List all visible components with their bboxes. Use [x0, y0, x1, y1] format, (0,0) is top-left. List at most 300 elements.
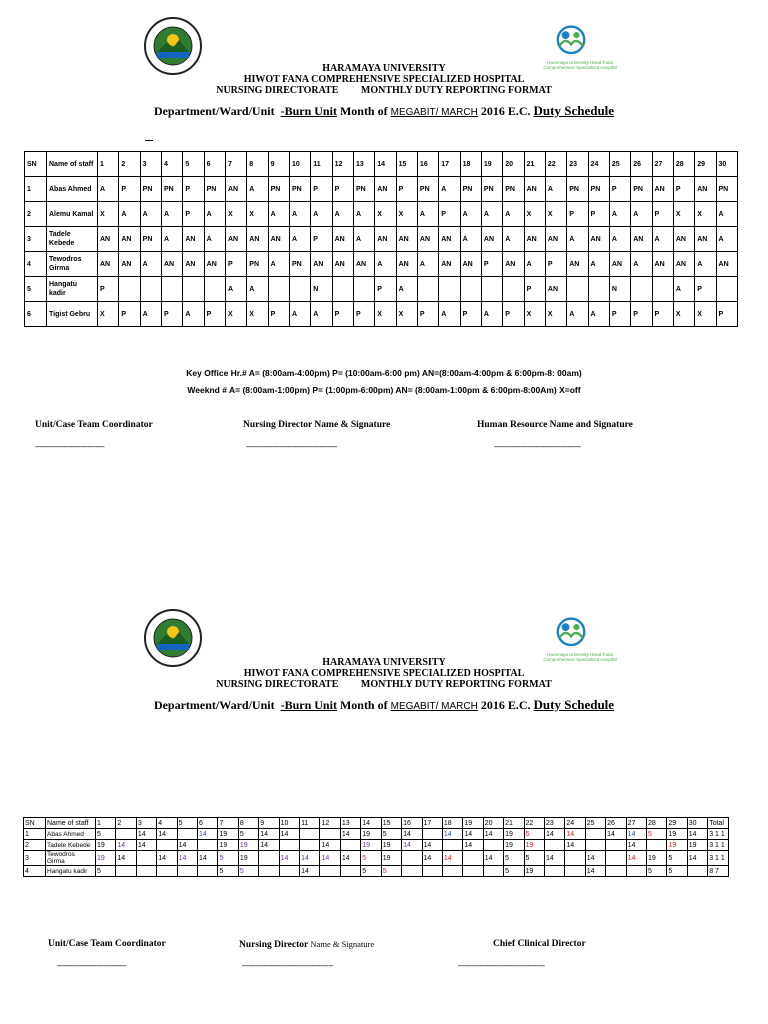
day-header: 6	[198, 818, 218, 829]
shift-cell: A	[439, 177, 460, 202]
table-header-row	[24, 818, 729, 829]
hours-cell	[279, 866, 299, 877]
shift-cell: A	[268, 202, 289, 227]
day-header: 10	[289, 152, 310, 177]
hours-cell: 14	[279, 829, 299, 840]
hours-cell	[483, 840, 503, 851]
hospital-logo-caption: Haramaya University Hiwot Fana Comprehensive Specialized Hospital	[543, 60, 617, 70]
hours-cell: 14	[320, 851, 340, 866]
hours-cell: 19	[218, 840, 238, 851]
shift-cell: P	[396, 177, 417, 202]
hours-cell: 14	[422, 851, 442, 866]
sn-header: SN	[24, 818, 46, 829]
shift-cell: A	[375, 252, 396, 277]
shift-cell: A	[524, 252, 545, 277]
shift-cell: A	[567, 302, 588, 327]
shift-cell: A	[247, 177, 268, 202]
shift-cell: A	[503, 202, 524, 227]
document-header	[0, 657, 768, 690]
shift-cell: A	[567, 227, 588, 252]
day-header: 15	[396, 152, 417, 177]
directorate: NURSING DIRECTORATE	[216, 679, 339, 690]
hours-cell: 19	[238, 840, 258, 851]
hours-cell: 14	[422, 840, 442, 851]
shift-cell: A	[545, 177, 566, 202]
hours-cell: 14	[340, 851, 360, 866]
shift-cell: AN	[247, 227, 268, 252]
hours-cell: 5	[646, 866, 666, 877]
shift-cell: AN	[652, 177, 673, 202]
shift-cell: A	[204, 227, 225, 252]
shift-cell: P	[460, 302, 481, 327]
day-header: 15	[381, 818, 401, 829]
hours-cell	[177, 866, 197, 877]
shift-cell: P	[332, 302, 353, 327]
hours-cell: 14	[442, 829, 462, 840]
shift-cell: PN	[204, 177, 225, 202]
day-header: 7	[218, 818, 238, 829]
shift-cell: AN	[503, 252, 524, 277]
hours-cell: 14	[463, 840, 483, 851]
shift-cell: P	[524, 277, 545, 302]
day-header: 17	[422, 818, 442, 829]
shift-cell: PN	[460, 177, 481, 202]
format-title: MONTHLY DUTY REPORTING FORMAT	[360, 85, 552, 96]
hours-cell: 14	[116, 840, 136, 851]
shift-cell: AN	[673, 227, 694, 252]
day-header: 20	[503, 152, 524, 177]
staff-name: Tewodros Girma	[46, 851, 96, 866]
shift-cell: P	[183, 177, 204, 202]
shift-cell: X	[375, 302, 396, 327]
hours-cell	[565, 851, 585, 866]
shift-cell: A	[588, 252, 609, 277]
day-header: 6	[204, 152, 225, 177]
shift-cell: A	[353, 227, 374, 252]
day-header: 30	[687, 818, 707, 829]
shift-cell: A	[161, 202, 182, 227]
day-header: 20	[483, 818, 503, 829]
hours-cell	[340, 840, 360, 851]
day-header: 23	[567, 152, 588, 177]
hours-cell	[136, 866, 156, 877]
day-header: 13	[353, 152, 374, 177]
hours-cell: 14	[116, 851, 136, 866]
shift-cell: P	[204, 302, 225, 327]
shift-cell: A	[311, 302, 332, 327]
shift-cell: A	[588, 302, 609, 327]
hours-cell	[544, 866, 564, 877]
shift-cell: AN	[119, 227, 140, 252]
shift-cell: AN	[332, 227, 353, 252]
hours-cell	[198, 866, 218, 877]
shift-cell	[332, 277, 353, 302]
hours-cell: 19	[524, 840, 544, 851]
hours-cell: 14	[300, 851, 320, 866]
shift-cell: AN	[524, 227, 545, 252]
shift-cell: AN	[204, 252, 225, 277]
day-header: 5	[183, 152, 204, 177]
shift-cell: P	[588, 202, 609, 227]
staff-name: Hangatu kadir	[47, 277, 98, 302]
day-header: 9	[259, 818, 279, 829]
hospital-name: HIWOT FANA COMPREHENSIVE SPECIALIZED HOSPITAL	[243, 668, 525, 679]
name-header: Name of staff	[46, 818, 96, 829]
shift-cell	[353, 277, 374, 302]
shift-cell: AN	[545, 227, 566, 252]
shift-cell: X	[247, 302, 268, 327]
shift-cell: A	[417, 202, 438, 227]
hours-cell	[259, 866, 279, 877]
total-cell: 3 1 1	[708, 829, 729, 840]
shift-cell: A	[439, 302, 460, 327]
hours-cell	[402, 851, 422, 866]
shift-cell: X	[225, 302, 246, 327]
day-header: 11	[311, 152, 332, 177]
shift-cell	[417, 277, 438, 302]
hours-cell	[177, 829, 197, 840]
shift-cell: A	[353, 202, 374, 227]
shift-cell: AN	[396, 252, 417, 277]
shift-cell: A	[673, 277, 694, 302]
hours-cell: 14	[626, 840, 646, 851]
shift-cell: PN	[481, 177, 502, 202]
day-header: 21	[504, 818, 524, 829]
shift-cell: AN	[524, 177, 545, 202]
hours-cell: 14	[136, 829, 156, 840]
shift-cell: A	[609, 227, 630, 252]
shift-cell: AN	[396, 227, 417, 252]
shift-cell: AN	[353, 252, 374, 277]
shift-cell: AN	[439, 227, 460, 252]
shift-cell: A	[225, 277, 246, 302]
shift-cell: AN	[609, 252, 630, 277]
hours-cell: 19	[504, 829, 524, 840]
shift-cell: A	[289, 227, 310, 252]
hours-cell	[402, 866, 422, 877]
hours-cell: 5	[504, 851, 524, 866]
hours-cell: 5	[96, 829, 116, 840]
hours-cell: 14	[259, 829, 279, 840]
hours-cell: 5	[361, 866, 381, 877]
hours-cell	[442, 840, 462, 851]
total-cell: 3 1 1	[708, 840, 729, 851]
shift-cell: AN	[695, 227, 716, 252]
table-row	[24, 840, 729, 851]
shift-cell: A	[695, 252, 716, 277]
day-header: 3	[136, 818, 156, 829]
hours-cell	[463, 866, 483, 877]
staff-name: Tigist Gebru	[47, 302, 98, 327]
department-line: Department/Ward/Unit -Burn Unit Month of MEGABIT/ MARCH 2016 E.C. Duty Schedule	[153, 103, 615, 118]
hours-cell	[300, 840, 320, 851]
shift-cell: AN	[225, 177, 246, 202]
hours-cell	[422, 866, 442, 877]
hours-cell: 14	[300, 866, 320, 877]
shift-cell: X	[225, 202, 246, 227]
shift-cell: PN	[716, 177, 737, 202]
shift-cell: A	[481, 202, 502, 227]
day-header: 7	[225, 152, 246, 177]
shift-cell	[652, 277, 673, 302]
coordinator-signature-label: Unit/Case Team Coordinator	[48, 939, 166, 949]
staff-name: Hangatu kadir	[46, 866, 96, 877]
directorate: NURSING DIRECTORATE	[216, 85, 339, 96]
shift-cell: AN	[375, 227, 396, 252]
row-sn: 2	[25, 202, 47, 227]
day-header: 27	[652, 152, 673, 177]
hours-cell: 19	[524, 866, 544, 877]
day-header: 24	[565, 818, 585, 829]
shift-cell: X	[247, 202, 268, 227]
shift-cell	[183, 277, 204, 302]
table-row	[25, 227, 738, 252]
hours-cell: 5	[238, 829, 258, 840]
divider	[145, 140, 153, 141]
shift-cell: A	[119, 202, 140, 227]
format-title: MONTHLY DUTY REPORTING FORMAT	[360, 679, 552, 690]
shift-cell: P	[481, 252, 502, 277]
hours-cell: 14	[585, 851, 605, 866]
chief-clinical-director-signature-label: Chief Clinical Director	[493, 939, 586, 949]
hospital-name: HIWOT FANA COMPREHENSIVE SPECIALIZED HOSPITAL	[243, 74, 525, 85]
signature-line: ----------------------------------------	[458, 961, 545, 970]
hours-cell	[320, 829, 340, 840]
shift-cell	[268, 277, 289, 302]
hours-cell: 5	[504, 866, 524, 877]
hours-cell: 14	[687, 829, 707, 840]
row-sn: 6	[25, 302, 47, 327]
shift-cell: A	[268, 252, 289, 277]
hours-cell	[422, 829, 442, 840]
shift-cell: AN	[631, 227, 652, 252]
shift-cell: P	[609, 177, 630, 202]
university-name: HARAMAYA UNIVERSITY	[322, 657, 446, 668]
hours-cell: 14	[626, 829, 646, 840]
shift-cell: A	[631, 252, 652, 277]
shift-cell: PN	[140, 177, 161, 202]
day-header: 1	[98, 152, 119, 177]
day-header: 1	[96, 818, 116, 829]
shift-cell: AN	[695, 177, 716, 202]
hours-cell: 19	[381, 840, 401, 851]
hours-cell: 19	[667, 840, 687, 851]
shift-cell: AN	[588, 227, 609, 252]
shift-cell: X	[524, 202, 545, 227]
shift-cell: P	[332, 177, 353, 202]
shift-cell: PN	[503, 177, 524, 202]
nursing-director-signature-label: Nursing Director Name & Signature	[243, 420, 391, 430]
shift-cell: AN	[98, 227, 119, 252]
signature-line: --------------------------------	[57, 961, 127, 970]
shift-cell: PN	[268, 177, 289, 202]
hours-cell: 5	[524, 851, 544, 866]
day-header: 16	[402, 818, 422, 829]
shift-cell: PN	[588, 177, 609, 202]
hours-cell: 14	[320, 840, 340, 851]
hours-cell: 14	[157, 829, 177, 840]
hours-cell	[279, 840, 299, 851]
shift-cell: A	[631, 202, 652, 227]
day-header: 21	[524, 152, 545, 177]
hours-cell: 14	[259, 840, 279, 851]
shift-cell: AN	[183, 227, 204, 252]
table-row	[25, 177, 738, 202]
hours-cell: 14	[483, 829, 503, 840]
shift-cell	[140, 277, 161, 302]
signature-line: ------------------------------------------	[246, 442, 337, 451]
day-header: 12	[320, 818, 340, 829]
hours-cell: 14	[687, 851, 707, 866]
shift-cell: P	[119, 302, 140, 327]
shift-cell: P	[439, 202, 460, 227]
shift-cell: AN	[481, 227, 502, 252]
hours-cell: 19	[646, 851, 666, 866]
hours-cell: 5	[96, 866, 116, 877]
hours-cell	[340, 866, 360, 877]
shift-cell: A	[161, 227, 182, 252]
day-header: 5	[177, 818, 197, 829]
hours-cell	[259, 851, 279, 866]
shift-cell: X	[545, 202, 566, 227]
hours-cell: 5	[218, 851, 238, 866]
hours-cell: 14	[340, 829, 360, 840]
shift-cell: X	[524, 302, 545, 327]
day-header: 24	[588, 152, 609, 177]
day-header: 25	[585, 818, 605, 829]
shift-cell: AN	[417, 227, 438, 252]
hours-cell	[136, 851, 156, 866]
shift-cell: P	[567, 202, 588, 227]
shift-cell: A	[183, 302, 204, 327]
shift-cell: PN	[289, 252, 310, 277]
hours-cell	[585, 840, 605, 851]
shift-cell: A	[332, 202, 353, 227]
hours-cell	[442, 866, 462, 877]
shift-cell: AN	[332, 252, 353, 277]
day-header: 8	[247, 152, 268, 177]
hours-cell: 19	[504, 840, 524, 851]
shift-cell: A	[460, 202, 481, 227]
shift-cell	[439, 277, 460, 302]
staff-name: Tadele Kebede	[47, 227, 98, 252]
hours-cell: 14	[279, 851, 299, 866]
shift-cell: P	[119, 177, 140, 202]
hours-cell: 14	[442, 851, 462, 866]
day-header: 16	[417, 152, 438, 177]
shift-cell: X	[695, 202, 716, 227]
coordinator-signature-label: Unit/Case Team Coordinator	[35, 420, 153, 430]
shift-cell: X	[673, 302, 694, 327]
hours-cell	[116, 829, 136, 840]
department-line: Department/Ward/Unit -Burn Unit Month of MEGABIT/ MARCH 2016 E.C. Duty Schedule	[153, 697, 615, 712]
shift-cell: A	[481, 302, 502, 327]
day-header: 22	[545, 152, 566, 177]
shift-cell: AN	[545, 277, 566, 302]
day-header: 2	[119, 152, 140, 177]
shift-cell: P	[503, 302, 524, 327]
hr-signature-label: Human Resource Name and Signature	[477, 420, 633, 430]
shift-cell: P	[609, 302, 630, 327]
shift-cell: PN	[161, 177, 182, 202]
day-header: 14	[361, 818, 381, 829]
day-header: 29	[667, 818, 687, 829]
total-header: Total	[708, 818, 729, 829]
hours-cell	[687, 866, 707, 877]
hours-cell	[606, 866, 626, 877]
day-header: 2	[116, 818, 136, 829]
day-header: 17	[439, 152, 460, 177]
hours-cell: 5	[667, 851, 687, 866]
hours-cell: 14	[177, 851, 197, 866]
shift-cell: P	[311, 227, 332, 252]
row-sn: 5	[25, 277, 47, 302]
hours-cell: 14	[585, 866, 605, 877]
day-header: 27	[626, 818, 646, 829]
key-weekend-hours: Weeknd # A= (8:00am-1:00pm) P= (1:00pm-6:00pm) AN= (8:00am-1:00pm & 6:00pm-8:00Am) X=off	[187, 385, 581, 395]
shift-cell: AN	[183, 252, 204, 277]
shift-cell: P	[417, 302, 438, 327]
row-sn: 2	[24, 840, 46, 851]
shift-cell: P	[716, 302, 737, 327]
shift-cell: P	[652, 202, 673, 227]
shift-cell: AN	[225, 227, 246, 252]
shift-cell	[567, 277, 588, 302]
shift-cell: A	[289, 202, 310, 227]
hours-cell: 14	[136, 840, 156, 851]
day-header: 8	[238, 818, 258, 829]
total-cell: 3 1 1	[708, 851, 729, 866]
shift-cell: N	[311, 277, 332, 302]
shift-cell: A	[98, 177, 119, 202]
shift-cell: A	[289, 302, 310, 327]
day-header: 25	[609, 152, 630, 177]
hours-cell: 5	[218, 866, 238, 877]
hours-cell: 19	[381, 851, 401, 866]
hours-cell: 19	[96, 840, 116, 851]
shift-cell: PN	[289, 177, 310, 202]
day-header: 14	[375, 152, 396, 177]
day-header: 13	[340, 818, 360, 829]
shift-cell: A	[716, 227, 737, 252]
hours-cell	[565, 866, 585, 877]
row-sn: 1	[25, 177, 47, 202]
hours-cell: 5	[524, 829, 544, 840]
hours-cell: 19	[96, 851, 116, 866]
shift-cell: A	[247, 277, 268, 302]
staff-name: Tewodros Girma	[47, 252, 98, 277]
shift-cell	[631, 277, 652, 302]
shift-cell: P	[673, 177, 694, 202]
day-header: 28	[646, 818, 666, 829]
day-header: 26	[606, 818, 626, 829]
hours-cell: 19	[218, 829, 238, 840]
hours-cell: 14	[402, 829, 422, 840]
shift-cell: X	[98, 302, 119, 327]
shift-cell: A	[140, 252, 161, 277]
hours-cell: 5	[381, 866, 401, 877]
day-header: 19	[481, 152, 502, 177]
hours-cell: 14	[483, 851, 503, 866]
nursing-director-signature-label: Nursing Director Name & Signature	[239, 939, 375, 950]
hours-cell	[606, 851, 626, 866]
day-header: 3	[140, 152, 161, 177]
shift-cell: A	[204, 202, 225, 227]
hours-cell: 14	[157, 851, 177, 866]
shift-cell	[204, 277, 225, 302]
shift-cell: AN	[567, 252, 588, 277]
day-header: 4	[161, 152, 182, 177]
